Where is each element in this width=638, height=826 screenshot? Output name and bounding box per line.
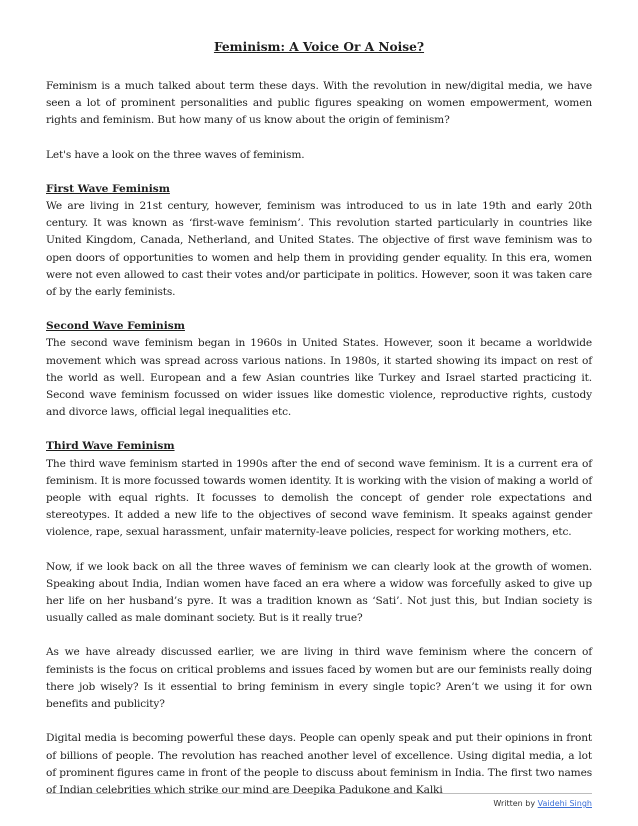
body-paragraph: Now, if we look back on all the three waves of feminism we can clearly look at the growth of women. Speaking about India, Indian women have faced an era where a widow was forcefully asked to give up her life on her husband’s pyre. It was a tradition known as ‘Sati’. Not just this, but Indian society is usually called as male dominant society. But is it really true? xyxy=(46,560,592,625)
document-page xyxy=(46,40,592,816)
section-heading: First Wave Feminism xyxy=(46,182,170,195)
footer-divider xyxy=(46,793,592,794)
intro-paragraph: Let's have a look on the three waves of feminism. xyxy=(46,148,305,161)
intro-paragraph: Feminism is a much talked about term these days. With the revolution in new/digital media, we have seen a lot of prominent personalities and public figures speaking on women empowerment, women rights and feminism. But how many of us know about the origin of feminism? xyxy=(46,80,592,127)
author-link[interactable]: Vaidehi Singh xyxy=(537,799,592,808)
section-third-wave xyxy=(46,438,592,541)
section-body: The second wave feminism began in 1960s in United States. However, soon it became a worldwide movement which was spread across various nations. In 1980s, it started showing its impact on rest of the world as well. European and a few Asian countries like Turkey and Israel started practicing it. Second wave feminism focussed on wider issues like domestic violence, reproductive rights, custody and divorce laws, official legal inequalities etc. xyxy=(46,337,592,419)
section-heading: Second Wave Feminism xyxy=(46,320,185,333)
body-paragraph: As we have already discussed earlier, we are living in third wave feminism where the concern of feminists is the focus on critical problems and issues faced by women but are our feminists really doing there job wisely? Is it essential to bring feminism in every single topic? Aren’t we using it for own benefits and publicity? xyxy=(46,646,592,711)
section-body: The third wave feminism started in 1990s after the end of second wave feminism. It is a current era of feminism. It is more focussed towards women identity. It is working with the vision of making a world of people with equal rights. It focusses to demolish the concept of gender role expectations and stereotypes. It added a new life to the objectives of second wave feminism. It speaks against gender violence, rape, sexual harassment, unfair maternity-leave policies, respect for working mothers, etc. xyxy=(46,457,592,539)
section-heading: Third Wave Feminism xyxy=(46,440,175,453)
footer-prefix: Written by xyxy=(493,799,536,808)
section-body: We are living in 21st century, however, feminism was introduced to us in late 19th and early 20th century. It was known as ‘first-wave feminism’. This revolution started particularly in countries like United Kingdom, Canada, Netherland, and United States. The objective of first wave feminism was to open doors of opportunities to women and help them in providing gender equality. In this era, women were not even allowed to cast their votes and/or participate in politics. However, soon it was taken care of by the early feminists. xyxy=(46,200,592,299)
document-title: Feminism: A Voice Or A Noise? xyxy=(213,40,425,54)
body-paragraph: Digital media is becoming powerful these days. People can openly speak and put their opinions in front of billions of people. The revolution has reached another level of excellence. Using digital media, a lot of prominent figures came in front of the people to discuss about feminism in India. The first two names of Indian celebrities which strike our mind are Deepika Padukone and Kalki xyxy=(46,732,592,796)
footer xyxy=(493,799,592,808)
section-second-wave xyxy=(46,318,592,421)
section-first-wave xyxy=(46,181,592,301)
